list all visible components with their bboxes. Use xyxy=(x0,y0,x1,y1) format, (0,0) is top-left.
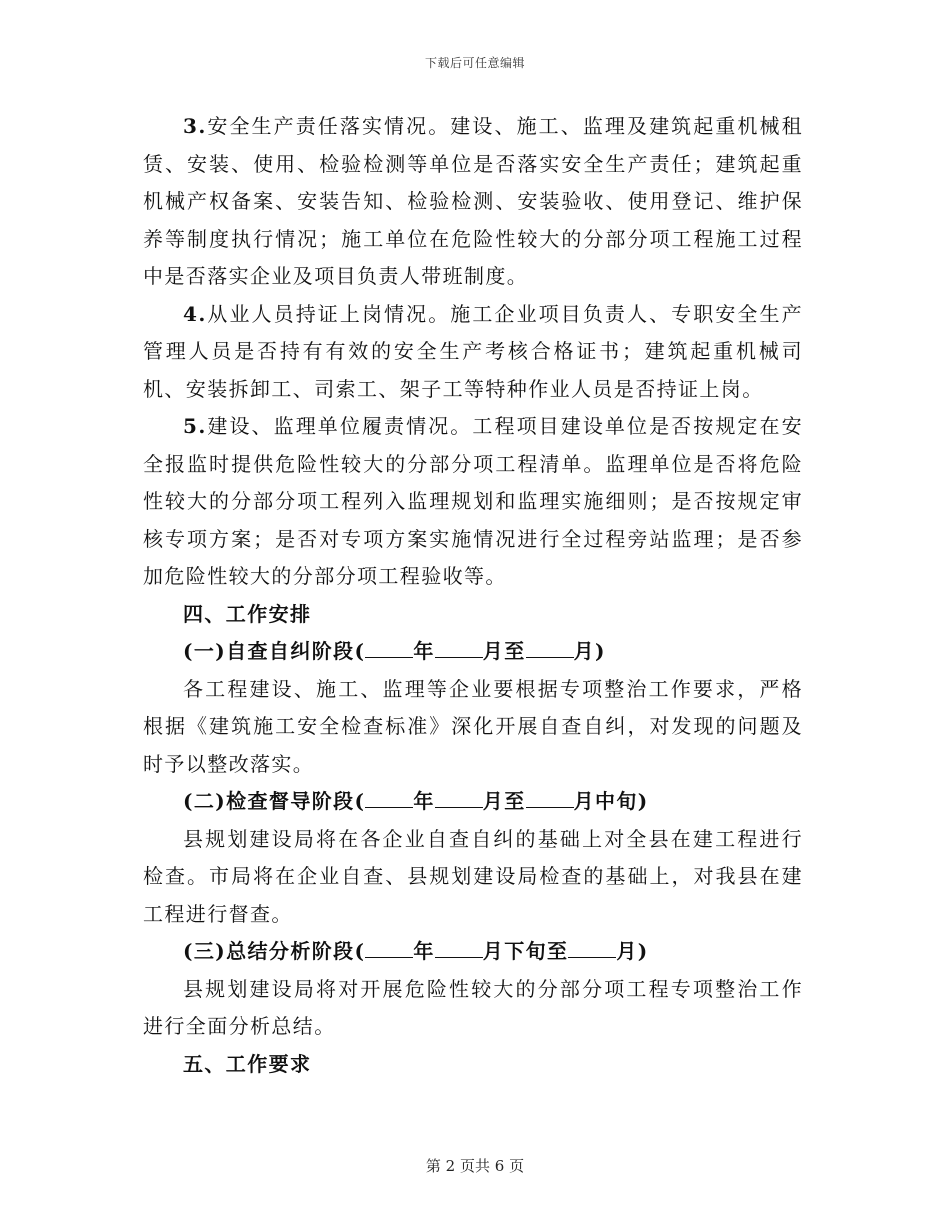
paragraph-item-3 xyxy=(143,108,803,296)
stage-3-heading: (三)总结分析阶段( 年 月下旬至 月) xyxy=(183,939,649,963)
item-number: 3. xyxy=(183,114,207,138)
blank-month xyxy=(435,789,483,808)
stage-3-body: 县规划建设局将对开展危险性较大的分部分项工程专项整治工作进行全面分析总结。 xyxy=(143,976,803,1038)
section-heading-5: 五、工作要求 xyxy=(183,1051,312,1076)
document-body xyxy=(143,108,803,1083)
blank-month xyxy=(435,639,483,658)
item-text: 建设、监理单位履责情况。工程项目建设单位是否按规定在安全报监时提供危险性较大的分部分项工程清单。监理单位是否将危险性较大的分部分项工程列入监理规划和监理实施细则；是否按规定审核专项方案；是否对专项方案实施情况进行全过程旁站监理；是否参加危险性较大的分部分项工程验收等。 xyxy=(143,414,803,588)
blank-month-end xyxy=(526,639,574,658)
item-text: 从业人员持证上岗情况。施工企业项目负责人、专职安全生产管理人员是否持有有效的安全生产考核合格证书；建筑起重机械司机、安装拆卸工、司索工、架子工等特种作业人员是否持证上岗。 xyxy=(143,301,803,401)
blank-year xyxy=(365,789,413,808)
paragraph-item-4 xyxy=(143,296,803,409)
stage-2-heading: (二)检查督导阶段( 年 月至 月中旬) xyxy=(183,789,649,813)
section-heading-4: 四、工作安排 xyxy=(183,601,312,626)
item-number: 4. xyxy=(183,301,207,326)
stage-1-body: 各工程建设、施工、监理等企业要根据专项整治工作要求，严格根据《建筑施工安全检查标准》深化开展自查自纠，对发现的问题及时予以整改落实。 xyxy=(143,676,803,776)
blank-month xyxy=(435,939,483,958)
page-number: 第 2 页共 6 页 xyxy=(425,1157,525,1175)
stage-1-heading: (一)自查自纠阶段( 年 月至 月) xyxy=(183,639,606,663)
blank-year xyxy=(365,939,413,958)
blank-month-end xyxy=(526,789,574,808)
header-note: 下载后可任意编辑 xyxy=(424,56,525,70)
blank-month-end xyxy=(568,939,616,958)
stage-2-body: 县规划建设局将在各企业自查自纠的基础上对全县在建工程进行检查。市局将在企业自查、县规划建设局检查的基础上，对我县在建工程进行督查。 xyxy=(143,826,803,926)
paragraph-item-5 xyxy=(143,408,803,596)
item-number: 5. xyxy=(183,414,207,438)
item-text: 安全生产责任落实情况。建设、施工、监理及建筑起重机械租赁、安装、使用、检验检测等单位是否落实安全生产责任；建筑起重机械产权备案、安装告知、检验检测、安装验收、使用登记、维护保养等制度执行情况；施工单位在危险性较大的分部分项工程施工过程中是否落实企业及项目负责人带班制度。 xyxy=(143,114,803,288)
blank-year xyxy=(365,639,413,658)
